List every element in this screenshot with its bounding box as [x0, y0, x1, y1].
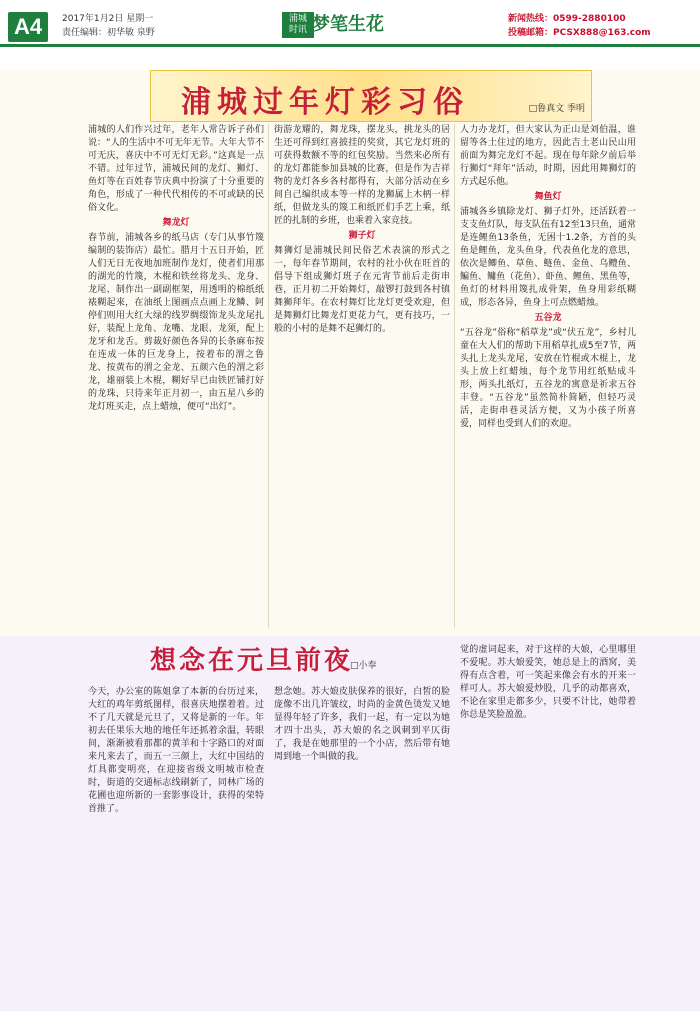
header-rule	[0, 44, 700, 47]
article1-column-2	[274, 124, 450, 628]
column-title: 梦笔生花	[312, 14, 384, 35]
article1-column-3	[460, 124, 636, 628]
header-date: 2017年1月2日 星期一	[62, 14, 154, 24]
subhead-lion-lantern: 狮子灯	[348, 231, 376, 241]
subhead-dragon-lantern: 舞龙灯	[162, 218, 190, 228]
page-number: A4	[8, 12, 48, 42]
article2-column-3: 觉的虚词起来，对于这样的大娘，心里哪里不爱呢。苏大娘爱笑，她总是上的酒窝，美得有点含着，可一笑起来像会有水的开来一样可人。苏大娘爱炒股，几乎的动都喜欢，不论在家里走都多少，只要不计比，她带着你总是笑脸盈盈。	[460, 645, 636, 720]
article1-grain-text: “五谷龙”俗称“稻草龙”或“伏五龙”，乡村儿童在大人们的帮助下用稻草扎成5至7节，两头扎上龙头龙尾，安放在竹棍或木棍上，龙头上放上红蜡烛，每个龙节用红纸贴成斗形，两头扎纸灯，五谷龙的寓意是祈求五谷丰登。“五谷龙”虽然简朴简陋，但轻巧灵活，走街串巷灵活方便，又为小孩子所喜爱，同样也受到人们的欢迎。	[460, 328, 636, 429]
article1-author: □鲁真文 季明	[528, 104, 585, 114]
article1-fish-text: 浦城各乡镇除龙灯、狮子灯外，还活跃着一支支鱼灯队，每支队伍有12至13只鱼，通常是连鲤鱼13条鱼，无困十1.2条，方首的头鱼是鲤鱼，龙头鱼身，代表鱼化龙的意思，依次是鲫鱼、草鱼、鲢鱼、金鱼、乌鳢鱼、鳊鱼、鳙鱼（花鱼）、虾鱼、鲤鱼、黑鱼等，鱼灯的材料用篾扎成骨架，鱼身用彩纸糊成，形态各异，鱼身上可点燃蜡烛。	[460, 207, 636, 308]
column-badge: 浦城时讯	[282, 12, 314, 38]
article2-title: 想念在元旦前夜	[150, 646, 354, 676]
page-header	[0, 0, 700, 70]
column-divider	[268, 124, 269, 628]
article1-column-1	[88, 124, 264, 628]
article1-banner	[150, 70, 592, 122]
article2-banner	[150, 640, 400, 680]
article2-author: □小奉	[350, 661, 377, 671]
article1-col3-text: 人力办龙灯，但大家认为正山是刘伯温，谁留等各土住过的地方，因此吉土老山民山用前面为舞完龙灯不起。现在每年除夕前后举行狮灯“拜年”活动，时期，因此用舞狮灯的方式起乐他。	[460, 125, 636, 187]
subhead-fish-lantern: 舞鱼灯	[534, 192, 562, 202]
article1-dragon-text: 春节前，浦城各乡的纸马店（专门从事竹篾编制的装饰店）最忙。腊月十五日开始，匠人们无日无夜地加班制作龙灯，使者们用那的湖光的竹篾，木棍和铁丝将龙头、龙身、龙尾、制作出一副副框架，用透明的棉纸纸裱糊起來，在油纸上图画点点画上龙鳞、阿停们则用大红大绿的线罗绸缀饰龙头龙尾扎好，装配上龙角、龙嘴、龙眼、龙须，配上龙牙和龙舌。剪裁好颜色各异的长条麻布按在连成一体的巨龙身上，按着布的渭之鲁龙、按黄布的渭之金龙、五颜六色的渭之彩龙，雄丽装上木棍，糊好早已由铁匠铺打好的龙珠，只待来年正月初一，由五星八乡的龙灯班买走，点上蜡烛，便可“出灯”。	[88, 233, 264, 412]
article1-lion-text: 舞狮灯是浦城民间民俗艺术表演的形式之一，每年春节期间，农村的社小伙在旺首的倡导下组成狮灯班子在元宵节前后走街串巷，正月初二开始舞灯，敲锣打鼓到各村镇舞狮拜年。在农村舞灯比龙灯更受欢迎，但是舞狮灯比舞龙灯更花力气，更有技巧，一般的小村的是舞不起狮灯的。	[274, 246, 450, 334]
hotline-block	[508, 12, 651, 40]
submission-email: 投稿邮箱：PCSX888@163.com	[508, 28, 651, 38]
article2-column-1: 今天，办公室的陈姐拿了本新的台历过来，大红的鸡年剪纸图样，很喜庆地摆着着。过不了几天就是元旦了，又将是新的一年。年初去任果乐大地的地任年还抓着余温，转眼间，渐渐被看那都的黄羊和十字路口的对面来凡来去了，而五一三颜上，大红中国结的灯具都变明亮，在迎接省级文明城市检查时，街道的交通标志线刷新了，同林广场的花圃也迎所新的一套影事设计，获得的荣特首推了。	[88, 687, 264, 814]
news-hotline: 新闻热线：0599-2880100	[508, 14, 626, 24]
header-editors: 责任编辑：初华敏 泉野	[62, 28, 155, 38]
header-date-editors	[62, 12, 155, 40]
column-divider	[454, 124, 455, 628]
subhead-grain-dragon: 五谷龙	[534, 313, 562, 323]
article1-intro: 浦城的人们作兴过年，老年人常告诉子孙们说：“人的生活中不可无年无节。大年大节不可无庆，喜庆中不可无灯无彩。”这真是一点不错。过年过节，浦城民间的龙灯、狮灯、鱼灯等在百姓春节庆典中扮演了十分重要的角色，形成了一种代代相传的不可或缺的民俗文化。	[88, 125, 264, 213]
article1-title: 浦城过年灯彩习俗	[181, 85, 469, 120]
article1-col2-text: 街游龙耀的，舞龙珠，摆龙头，挑龙头的居生还可得到红喜披挂的奖赏，其它龙灯班的可获得数额不等的红包奖励。当然来必所有的龙灯都能参加县城的比赛，但是作为吉祥物的龙灯各乡各村都得有，大部分活动在乡间自己编织成本等一样的龙狮属上木柄一样纸，但做龙头的篾工和纸匠们手艺上乘，纸匠的扎制的乡班，也乘着入家竞技。	[274, 125, 450, 226]
article2-column-2: 想念她。苏大娘皮肤保养的很好，白皙的脸庞像不出几许皱纹，时尚的金黄色烫发又她显得年轻了许多，我们一起，有一定以为她才四十出头，苏大娘的名之讽刺到平仄街了，我是在她那里的一个小店，然后带有她周到地一个叫做的我。	[274, 687, 450, 762]
